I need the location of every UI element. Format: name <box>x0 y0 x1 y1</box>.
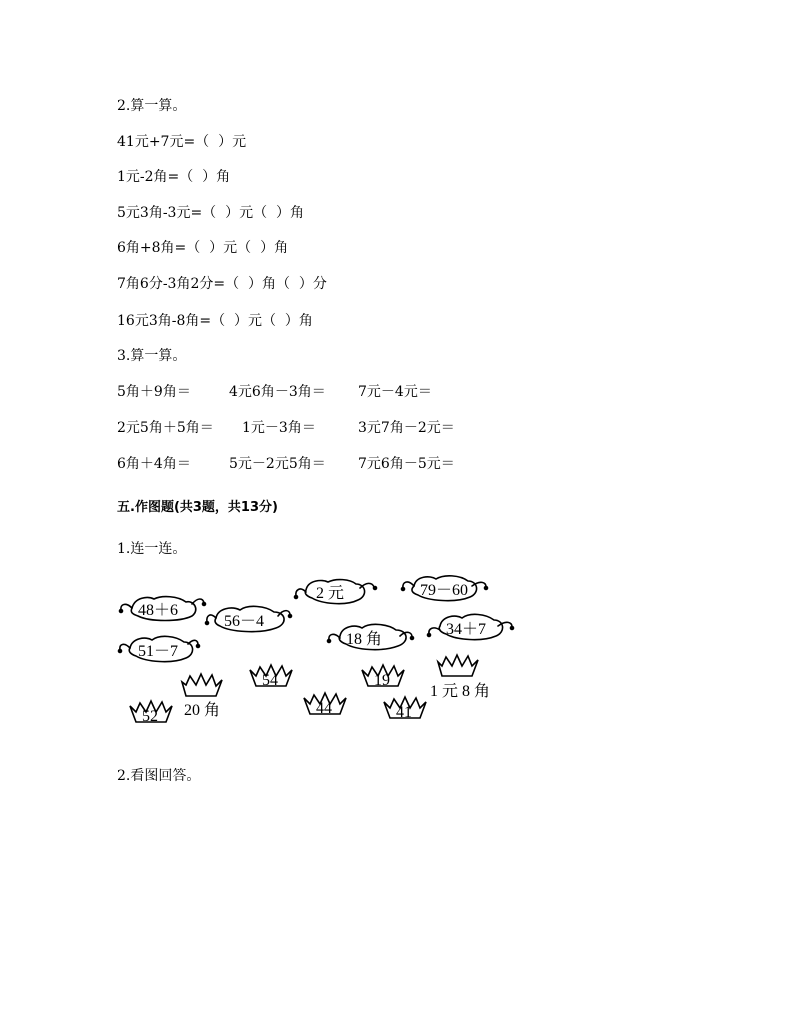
calc-line: 1元-2角=（ ）角 <box>117 169 231 185</box>
question-1-label: 1.连一连。 <box>117 541 187 557</box>
grass-number: 19 <box>374 672 390 689</box>
calc-cell: 6角＋4角＝ <box>117 456 191 472</box>
bug-label: 48＋6 <box>138 602 179 619</box>
grass-label: 1 元 8 角 <box>430 683 491 700</box>
calc-line: 7角6分-3角2分=（ ）角（ ）分 <box>117 276 327 292</box>
grass-number: 52 <box>142 708 158 725</box>
bug-label: 79－60 <box>420 582 469 599</box>
calc-line: 41元+7元=（ ）元 <box>117 134 247 150</box>
bug-label: 18 角 <box>346 631 383 648</box>
calc-cell: 4元6角－3角＝ <box>229 384 326 400</box>
bug-label: 56－4 <box>224 613 265 630</box>
calc-cell: 7元6角－5元＝ <box>358 456 455 472</box>
calc-line: 5元3角-3元=（ ）元（ ）角 <box>117 205 304 221</box>
calc-cell: 5角＋9角＝ <box>117 384 191 400</box>
matching-figure <box>110 570 530 730</box>
section-2-heading: 2.算一算。 <box>117 98 187 114</box>
bug-label: 51－7 <box>138 643 179 660</box>
question-2-label: 2.看图回答。 <box>117 768 201 784</box>
calc-cell: 3元7角－2元＝ <box>358 420 455 436</box>
grass-number: 41 <box>396 704 412 721</box>
section-5-title: 五.作图题(共3题，共13分) <box>117 500 278 515</box>
calc-cell: 1元－3角＝ <box>242 420 316 436</box>
grass-number: 44 <box>316 700 332 717</box>
calc-cell: 2元5角＋5角＝ <box>117 420 214 436</box>
grass-number: 54 <box>262 672 278 689</box>
calc-line: 16元3角-8角=（ ）元（ ）角 <box>117 313 313 329</box>
calc-line: 6角+8角=（ ）元（ ）角 <box>117 240 289 256</box>
calc-cell: 7元－4元＝ <box>358 384 432 400</box>
bug-label: 34＋7 <box>446 621 487 638</box>
grass-label: 20 角 <box>184 702 221 719</box>
calc-cell: 5元－2元5角＝ <box>229 456 326 472</box>
bug-label: 2 元 <box>316 585 345 602</box>
section-3-heading: 3.算一算。 <box>117 348 187 364</box>
